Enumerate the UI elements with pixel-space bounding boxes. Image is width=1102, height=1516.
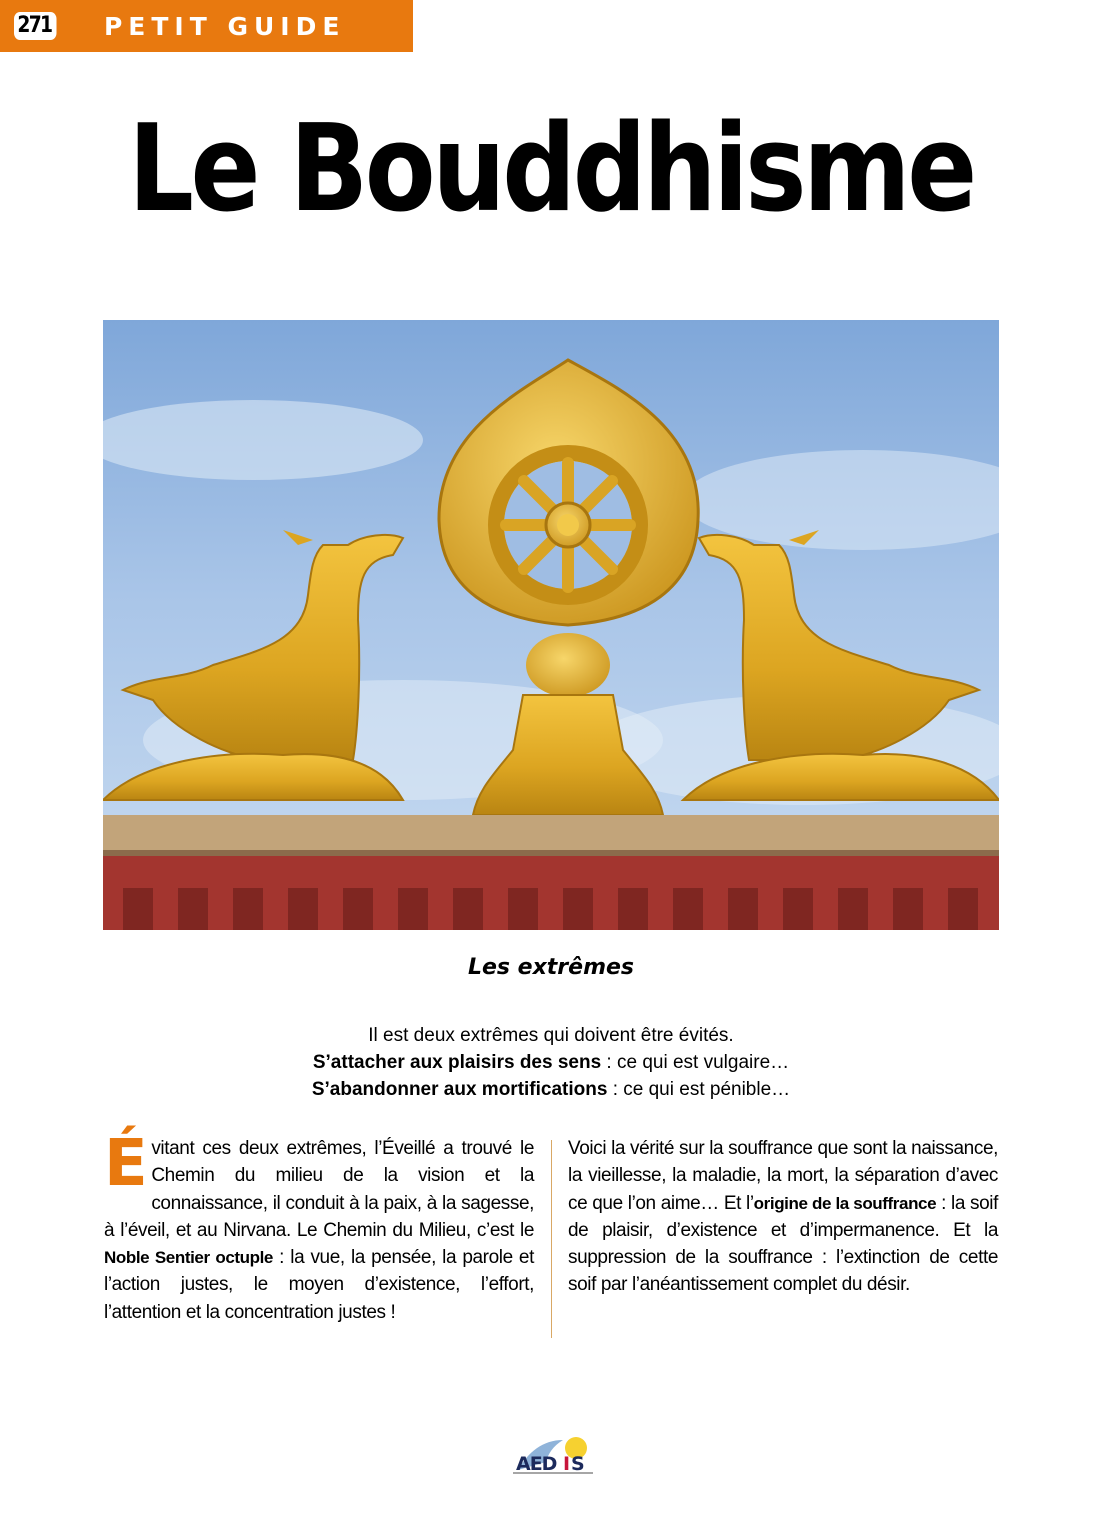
- right-text-a: Voici la vérité sur la souffrance que sont la naissance, la vieillesse, la maladie, la mort, la séparation d’avec ce que l’on aime… Et l’: [568, 1138, 998, 1214]
- aedis-logo-icon: [508, 1432, 598, 1478]
- right-column-text: [568, 1135, 998, 1299]
- dharma-wheel-deer-illustration: [103, 320, 999, 930]
- column-divider: [551, 1140, 552, 1338]
- left-bold-term: Noble Sentier octuple: [104, 1248, 273, 1268]
- svg-text:AED: AED: [516, 1453, 557, 1475]
- quote-line-2-rest: : ce qui est vulgaire…: [601, 1052, 790, 1073]
- quote-line-3-bold: S’abandonner aux mortifications: [311, 1079, 608, 1100]
- drop-cap: É: [104, 1127, 148, 1201]
- series-label: PETIT GUIDE: [103, 11, 346, 41]
- svg-text:I: I: [563, 1453, 571, 1475]
- quote-line-2: [0, 1049, 1102, 1076]
- quote-line-1: Il est deux extrêmes qui doivent être évités.: [368, 1025, 734, 1046]
- left-column-text: [104, 1127, 534, 1326]
- series-banner: [0, 0, 413, 52]
- svg-text:S: S: [571, 1453, 585, 1475]
- section-heading: Les extrêmes: [467, 955, 635, 980]
- quote-line-2-bold: S’attacher aux plaisirs des sens: [312, 1052, 602, 1073]
- page-title: Le Bouddhisme: [128, 100, 974, 239]
- quote-line-3-rest: : ce qui est pénible…: [607, 1079, 791, 1100]
- quote-line-3: [0, 1076, 1102, 1103]
- intro-quote: [0, 1022, 1102, 1103]
- right-bold-term: origine de la souffrance: [753, 1193, 937, 1213]
- publisher-logo: [508, 1432, 598, 1478]
- guide-number-badge: 271: [14, 12, 56, 40]
- right-text-b: : la soif de plaisir, d’existence et d’impermanence. Et la suppression de la souffrance : l’extinction de cette soif par l’anéantissement complet du désir.: [568, 1192, 998, 1296]
- cover-photo: [103, 320, 999, 930]
- left-text-b: : la vue, la pensée, la parole et l’action justes, le moyen d’existence, l’effort, l’attention et la concentration justes !: [104, 1247, 534, 1323]
- left-text-a: vitant ces deux extrêmes, l’Éveillé a trouvé le Chemin du milieu de la vision et la connaissance, il conduit à la paix, à la sagesse, à l’éveil, et au Nirvana. Le Chemin du Milieu, c’est le: [104, 1138, 534, 1241]
